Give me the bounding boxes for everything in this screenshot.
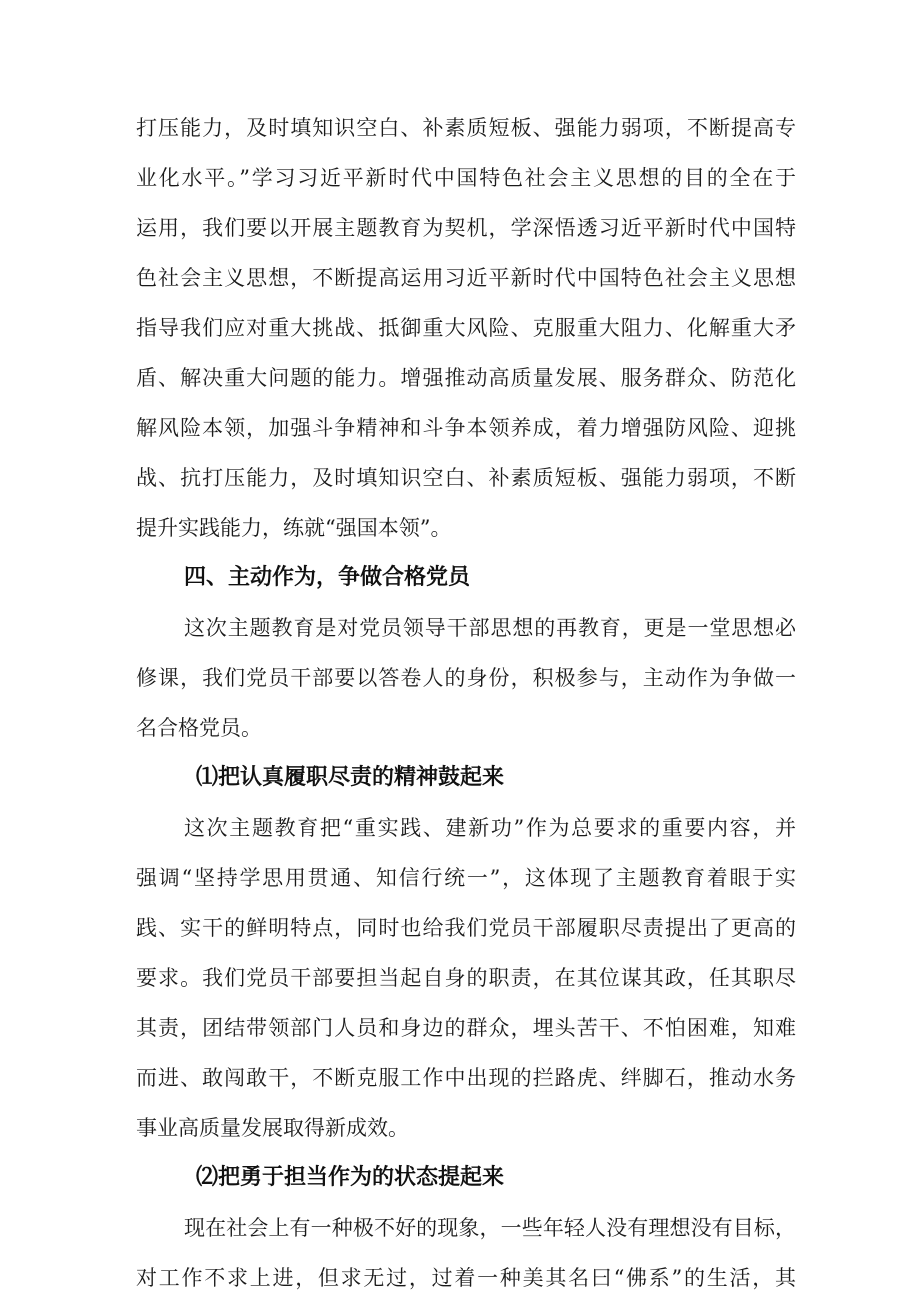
paragraph-line: 践、实干的鲜明特点，同时也给我们党员干部履职尽责提出了更高的: [136, 916, 796, 940]
subsection-heading: ⑴把认真履职尽责的精神鼓起来: [196, 765, 505, 790]
paragraph-line: 名合格党员。: [136, 716, 262, 740]
paragraph-line: 这次主题教育把“重实践、建新功”作为总要求的重要内容，并: [184, 816, 796, 840]
section-heading: 四、主动作为，争做合格党员: [184, 565, 471, 590]
paragraph-line: 这次主题教育是对党员领导干部思想的再教育，更是一堂思想必: [184, 616, 796, 640]
subsection-heading: ⑵把勇于担当作为的状态提起来: [196, 1165, 505, 1190]
paragraph-line: 而进、敢闯敢干，不断克服工作中出现的拦路虎、绊脚石，推动水务: [136, 1066, 796, 1090]
paragraph-line: 战、抗打压能力，及时填知识空白、补素质短板、强能力弱项，不断: [136, 466, 796, 490]
paragraph-line: 提升实践能力，练就“强国本领”。: [136, 516, 452, 540]
paragraph-line: 修课，我们党员干部要以答卷人的身份，积极参与，主动作为争做一: [136, 666, 796, 690]
paragraph-line: 现在社会上有一种极不好的现象，一些年轻人没有理想没有目标，: [184, 1216, 796, 1240]
paragraph-line: 解风险本领，加强斗争精神和斗争本领养成，着力增强防风险、迎挑: [136, 416, 796, 440]
paragraph-line: 指导我们应对重大挑战、抵御重大风险、克服重大阻力、化解重大矛: [136, 316, 796, 340]
paragraph-line: 强调“坚持学思用贯通、知信行统一”，这体现了主题教育着眼于实: [136, 866, 796, 890]
paragraph-line: 对工作不求上进，但求无过，过着一种美其名曰“佛系”的生活，其: [136, 1266, 796, 1290]
paragraph-line: 要求。我们党员干部要担当起自身的职责，在其位谋其政，任其职尽: [136, 966, 796, 990]
paragraph-line: 业化水平。”学习习近平新时代中国特色社会主义思想的目的全在于: [136, 166, 796, 190]
paragraph-line: 其责，团结带领部门人员和身边的群众，埋头苦干、不怕困难，知难: [136, 1016, 796, 1040]
paragraph-line: 色社会主义思想，不断提高运用习近平新时代中国特色社会主义思想: [136, 266, 796, 290]
paragraph-line: 事业高质量发展取得新成效。: [136, 1116, 409, 1140]
paragraph-line: 运用，我们要以开展主题教育为契机，学深悟透习近平新时代中国特: [136, 216, 796, 240]
paragraph-line: 打压能力，及时填知识空白、补素质短板、强能力弱项，不断提高专: [136, 116, 796, 140]
paragraph-line: 盾、解决重大问题的能力。增强推动高质量发展、服务群众、防范化: [136, 366, 796, 390]
